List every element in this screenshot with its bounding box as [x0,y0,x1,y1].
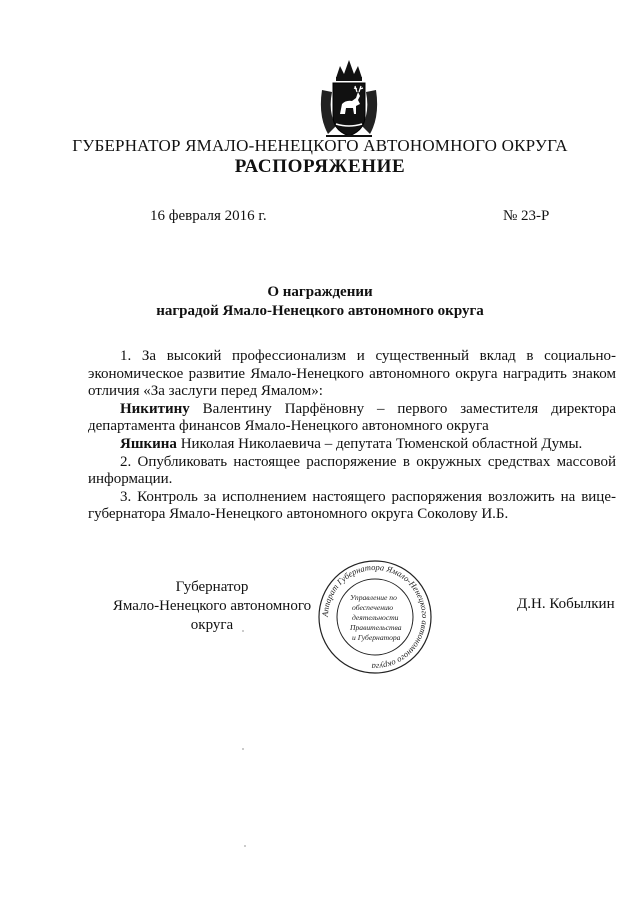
paragraph-2: 2. Опубликовать настоящее распоряжение в окружных средствах массовой информации. [88,453,616,488]
awardee-2-details: Николая Николаевича – депутата Тюменской областной Думы. [176,435,583,452]
signatory-name: Д.Н. Кобылкин [517,596,615,612]
document-date: 16 февраля 2016 г. [150,208,267,224]
awardee-2 [88,436,616,454]
subject-line-1: О награждении [267,284,373,300]
scan-speck [242,630,244,632]
coat-of-arms-icon [316,56,382,140]
document-subject [0,283,640,321]
awardee-1-surname: Никитину [120,400,190,417]
scan-speck [244,845,246,847]
stamp-line-5: и Губернатора [352,633,401,642]
signatory-title-line-1: Губернатор [175,579,249,595]
stamp-line-1: Управление по [350,593,397,602]
awardee-2-surname: Яшкина [120,435,177,452]
stamp-line-4: Правительства [350,623,402,632]
official-stamp [316,558,434,676]
stamp-ring-text: Аппарат Губернатора Ямало-Ненецкого автономного округа [319,561,431,673]
stamp-line-2: обеспечению [352,603,394,612]
issuer-title: ГУБЕРНАТОР ЯМАЛО-НЕНЕЦКОГО АВТОНОМНОГО ОКРУГА [72,136,568,155]
signatory-title [90,578,334,635]
awardee-1 [88,401,616,436]
subject-line-2: наградой Ямало-Ненецкого автономного округа [156,303,484,319]
paragraph-1: 1. За высокий профессионализм и существенный вклад в социально-экономическое развитие Ямало-Ненецкого автономного округа наградить знаком отличия «За заслуги перед Ямалом»: [88,348,616,400]
scan-speck [242,748,244,750]
document-body [88,348,616,524]
paragraph-3: 3. Контроль за исполнением настоящего распоряжения возложить на вице-губернатора Ямало-Ненецкого автономного округа Соколову И.Б. [88,488,616,523]
signatory-title-line-2: Ямало-Ненецкого автономного округа [112,598,312,633]
document-type: РАСПОРЯЖЕНИЕ [234,156,406,177]
document-number: № 23-Р [503,208,550,224]
awardee-1-details: Валентину Парфёновну – первого заместителя директора департамента финансов Ямало-Ненецкого автономного округа [88,400,616,435]
stamp-line-3: деятельности [352,613,399,622]
